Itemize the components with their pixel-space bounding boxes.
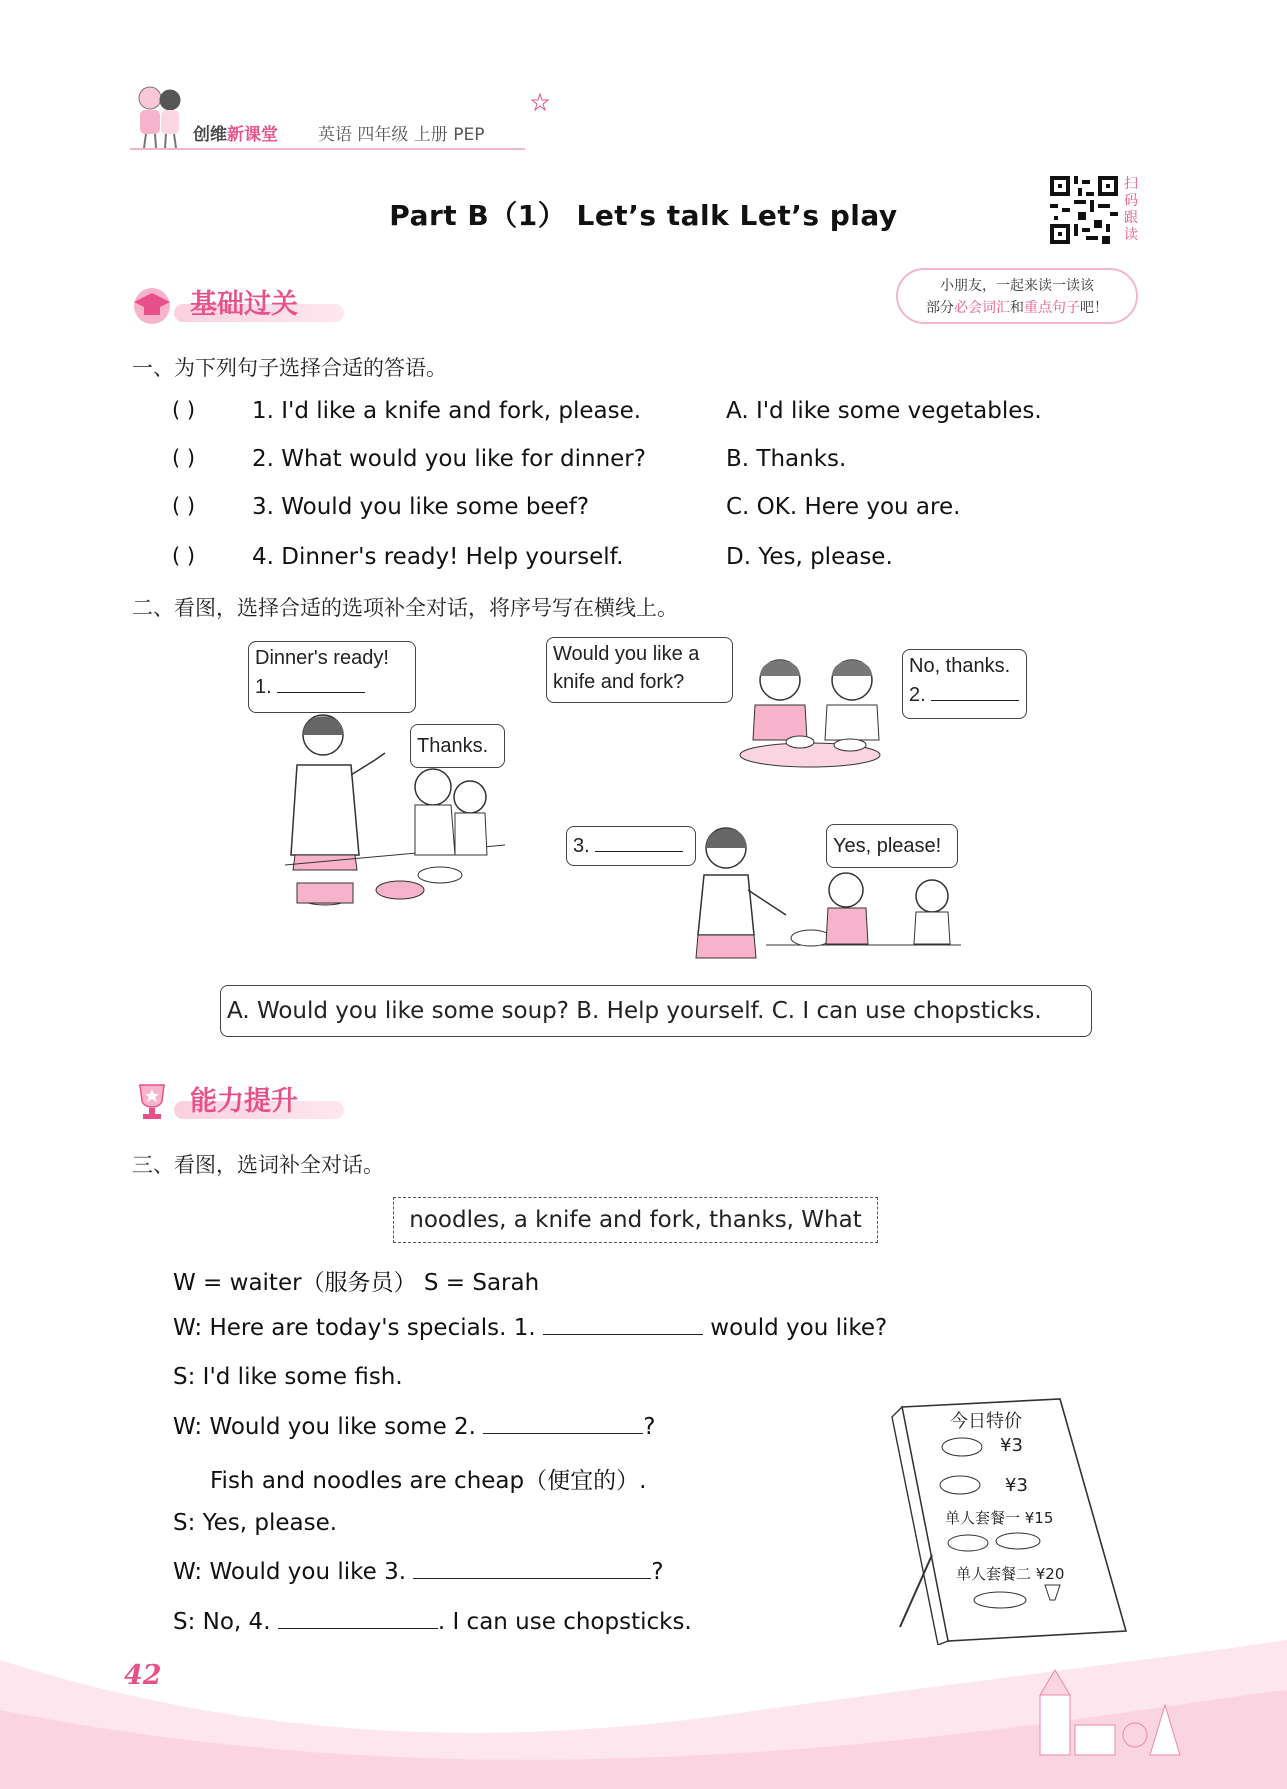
q1-question-2: 2. What would you like for dinner? xyxy=(252,446,646,472)
q1-heading: 一、为下列句子选择合适的答语。 xyxy=(132,356,447,380)
section-basic-tag xyxy=(130,282,370,326)
qr-caption: 扫码跟读 xyxy=(1124,176,1138,243)
q1-option-a: A. I'd like some vegetables. xyxy=(726,398,1042,424)
q1-question-1: 1. I'd like a knife and fork, please. xyxy=(252,398,642,424)
dialogue-line-2: S: I'd like some fish. xyxy=(173,1364,403,1390)
bubble1-text: Dinner's ready! xyxy=(255,647,389,669)
graduation-cap-icon xyxy=(130,284,174,324)
specials-menu-board xyxy=(890,1395,1130,1645)
q2-heading: 二、看图，选择合适的选项补全对话，将序号写在横线上。 xyxy=(132,596,678,620)
dialogue-line-6: W: Would you like 3. ? xyxy=(173,1559,664,1585)
blank-3[interactable] xyxy=(413,1558,651,1579)
dialogue-legend: W = waiter（服务员） S = Sarah xyxy=(173,1270,540,1296)
tip-line2: 部分必会词汇和重点句子吧！ xyxy=(926,300,1108,316)
q1-answer-slot-3[interactable]: ( ) xyxy=(172,494,196,518)
trophy-icon xyxy=(130,1081,174,1121)
castle-decoration-icon xyxy=(1020,1655,1190,1775)
bubble-blank-3[interactable]: 3. xyxy=(566,826,696,866)
menu-price-1: ¥3 xyxy=(1000,1435,1023,1456)
tip-line1: 小朋友，一起来读一读该 xyxy=(940,278,1094,294)
section-improve-tag xyxy=(130,1079,370,1123)
reading-tip-bubble xyxy=(896,268,1138,324)
header-divider xyxy=(130,148,525,150)
header-brand xyxy=(193,120,278,145)
q1-option-c: C. OK. Here you are. xyxy=(726,494,961,520)
brand-part1: 创维 xyxy=(193,125,227,145)
dialogue-line-7: S: No, 4. . I can use chopsticks. xyxy=(173,1609,692,1635)
blank-4[interactable] xyxy=(278,1608,438,1629)
blank-1[interactable] xyxy=(543,1314,703,1335)
bubble-thanks: Thanks. xyxy=(410,724,505,768)
blank-2[interactable] xyxy=(483,1413,643,1434)
q1-answer-slot-4[interactable]: ( ) xyxy=(172,544,196,568)
qr-code-icon[interactable] xyxy=(1050,176,1118,244)
q1-question-3: 3. Would you like some beef? xyxy=(252,494,590,520)
brand-part2: 新课堂 xyxy=(227,125,278,145)
bubble4-blank[interactable]: 2. xyxy=(909,680,1020,709)
word-bank: noodles, a knife and fork, thanks, What xyxy=(393,1197,878,1243)
dialogue-line-1: W: Here are today's specials. 1. would you like? xyxy=(173,1315,888,1341)
bubble-yes-please: Yes, please! xyxy=(826,824,958,868)
illustration-knife-and-fork xyxy=(725,650,895,770)
header-girls-illustration xyxy=(128,80,190,150)
section-basic-label: 基础过关 xyxy=(190,289,298,320)
page-number: 42 xyxy=(124,1660,162,1691)
menu-title: 今日特价 xyxy=(950,1411,1022,1432)
bubble-would-you-like-knife: Would you like a knife and fork? xyxy=(546,637,733,703)
bubble1-blank[interactable]: 1. xyxy=(255,672,409,701)
q2-options-box: A. Would you like some soup? B. Help yourself. C. I can use chopsticks. xyxy=(220,985,1092,1037)
q1-option-d: D. Yes, please. xyxy=(726,544,893,570)
menu-price-2: ¥3 xyxy=(1005,1475,1028,1496)
bubble-dinners-ready xyxy=(248,641,416,713)
q1-answer-slot-2[interactable]: ( ) xyxy=(172,446,196,470)
page-title: Part B（1） Let’s talk Let’s play xyxy=(389,199,898,232)
dialogue-line-5: S: Yes, please. xyxy=(173,1510,338,1536)
bubble-no-thanks: No, thanks. 2. xyxy=(902,649,1027,719)
star-decoration-icon xyxy=(530,92,550,112)
q1-question-4: 4. Dinner's ready! Help yourself. xyxy=(252,544,624,570)
q1-answer-slot-1[interactable]: ( ) xyxy=(172,398,196,422)
q1-option-b: B. Thanks. xyxy=(726,446,847,472)
header-subtitle: 英语 四年级 上册 PEP xyxy=(318,125,485,145)
menu-set-1: 单人套餐一 ¥15 xyxy=(945,1509,1054,1527)
menu-set-2: 单人套餐二 ¥20 xyxy=(956,1565,1065,1583)
section-improve-label: 能力提升 xyxy=(190,1086,298,1117)
dialogue-line-4: Fish and noodles are cheap（便宜的）. xyxy=(210,1468,647,1494)
q3-heading: 三、看图，选词补全对话。 xyxy=(132,1153,384,1177)
dialogue-line-3: W: Would you like some 2. ? xyxy=(173,1414,656,1440)
